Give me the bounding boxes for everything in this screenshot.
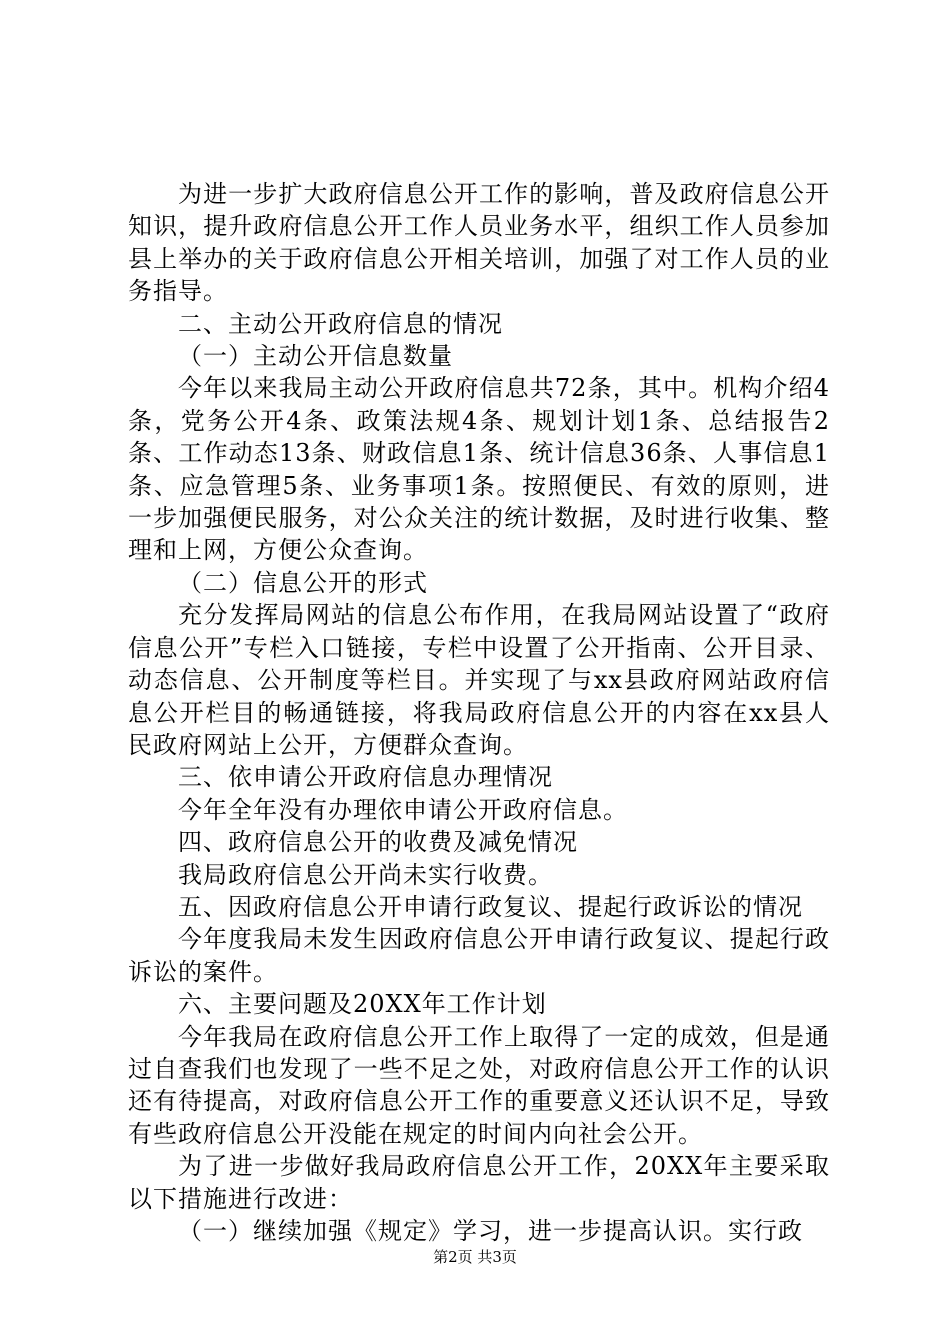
paragraph-section-4: 我局政府信息公开尚未实行收费。 bbox=[178, 860, 553, 889]
paragraph-info-quantity: 今年以来我局主动公开政府信息共72条，其中。机构介绍4条，党务公开4条、政策法规4条、规划计划1条、总结报告2条、工作动态13条、财政信息1条、统计信息36条、人事信息1条、应急管理5条、业务事项1条。按照便民、有效的原则，进一步加强便民服务，对公众关注的统计数据，及时进行收集、整理和上网，方便公众查询。 bbox=[128, 374, 830, 565]
heading-section-2: 二、主动公开政府信息的情况 bbox=[178, 309, 503, 338]
subheading-info-quantity: （一）主动公开信息数量 bbox=[178, 342, 453, 371]
paragraph-measure-1: （一）继续加强《规定》学习，进一步提高认识。实行政 bbox=[178, 1217, 803, 1245]
heading-section-6: 六、主要问题及20XX年工作计划 bbox=[178, 990, 547, 1019]
heading-section-4: 四、政府信息公开的收费及减免情况 bbox=[178, 828, 578, 857]
paragraph-section-5: 今年度我局未发生因政府信息公开申请行政复议、提起行政诉讼的案件。 bbox=[128, 925, 830, 986]
page-footer: 第2页 共3页 bbox=[433, 1248, 517, 1266]
paragraph-info-form: 充分发挥局网站的信息公布作用，在我局网站设置了“政府信息公开”专栏入口链接，专栏中设置了公开指南、公开目录、动态信息、公开制度等栏目。并实现了与xx县政府网站政府信息公开栏目的畅通链接，将我局政府信息公开的内容在xx县人民政府网站上公开，方便群众查询。 bbox=[128, 601, 830, 759]
paragraph-measures-intro: 为了进一步做好我局政府信息公开工作，20XX年主要采取以下措施进行改进： bbox=[128, 1152, 830, 1213]
paragraph-problems: 今年我局在政府信息公开工作上取得了一定的成效，但是通过自查我们也发现了一些不足之处，对政府信息公开工作的认识还有待提高，对政府信息公开工作的重要意义还认识不足，导致有些政府信息公开没能在规定的时间内向社会公开。 bbox=[128, 1022, 830, 1148]
subheading-info-form: （二）信息公开的形式 bbox=[178, 568, 428, 597]
heading-section-3: 三、依申请公开政府信息办理情况 bbox=[178, 763, 553, 792]
document-body bbox=[128, 178, 830, 1247]
paragraph-training: 为进一步扩大政府信息公开工作的影响，普及政府信息公开知识，提升政府信息公开工作人员业务水平，组织工作人员参加县上举办的关于政府信息公开相关培训，加强了对工作人员的业务指导。 bbox=[128, 180, 830, 306]
heading-section-5: 五、因政府信息公开申请行政复议、提起行政诉讼的情况 bbox=[178, 892, 803, 921]
paragraph-section-3: 今年全年没有办理依申请公开政府信息。 bbox=[178, 795, 628, 824]
